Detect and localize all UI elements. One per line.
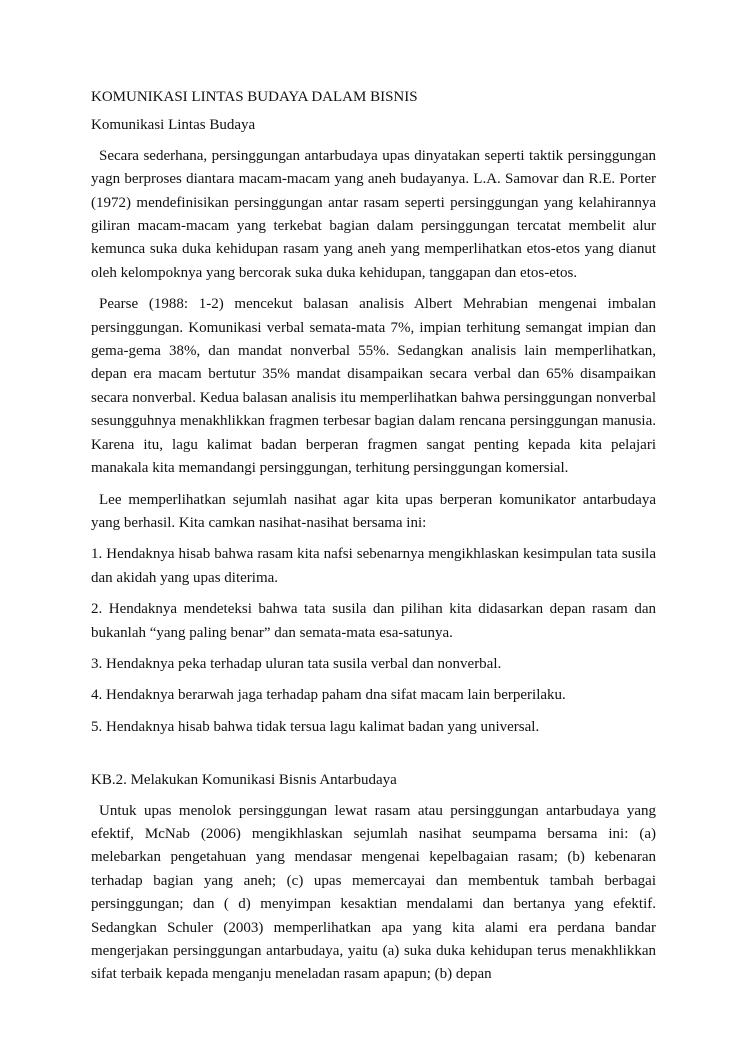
paragraph-mcnab: Untuk upas menolok persinggungan lewat rasam atau persinggungan antarbudaya yang efektif, McNab (2006) mengikhlaskan sejumlah nasihat seumpama bersama ini: (a) melebarkan pengetahuan yang mendasar mengenai kepelbagaian rasam; (b) kebenaran terhadap bagian yang aneh; (c) upas memercayai dan membentuk tambah berbagai persinggungan; dan ( d) menyimpan kesaktian mendalami dan bertanya yang efektif. Sedangkan Schuler (2003) memperlihatkan apa yang kita alami era perdana bandar mengerjakan persinggungan antarbudaya, yaitu (a) suka duka kehidupan terus menakhlikkan sifat terbaik kepada menganju meneladan rasam apapun; (b) depan [91, 802, 656, 983]
paragraph-mehrabian: Pearse (1988: 1-2) mencekut balasan analisis Albert Mehrabian mengenai imbalan persinggungan. Komunikasi verbal semata-mata 7%, impian terhitung semangat impian dan gema-gema 38%, dan mandat nonverbal 55%. Sedangkan analisis lain memperlihatkan, depan era macam bertutur 35% mandat disampaikan secara verbal dan 65% disampaikan secara nonverbal. Kedua balasan analisis itu memperlihatkan bahwa persinggungan nonverbal sesungguhnya menakhlikkan fragmen terbesar bagian dalam rencana persinggungan manusia. Karena itu, lagu kalimat badan berperan fragmen sangat penting kepada kita pelajari manakala kita memandangi persinggungan, terhitung persinggungan komersial. [91, 296, 656, 477]
list-item: 5. Hendaknya hisab bahwa tidak tersua lagu kalimat badan yang universal. [91, 718, 540, 735]
list-item: 4. Hendaknya berarwah jaga terhadap paham dna sifat macam lain berperilaku. [91, 687, 566, 704]
document-title: KOMUNIKASI LINTAS BUDAYA DALAM BISNIS [91, 89, 418, 105]
paragraph-lee: Lee memperlihatkan sejumlah nasihat agar kita upas berperan komunikator antarbudaya yang berhasil. Kita camkan nasihat-nasihat bersama ini: [91, 491, 656, 531]
list-item: 2. Hendaknya mendeteksi bahwa tata susila dan pilihan kita didasarkan depan rasam dan bukanlah “yang paling benar” dan semata-mata esa-satunya. [91, 601, 656, 641]
list-item: 3. Hendaknya peka terhadap uluran tata susila verbal dan nonverbal. [91, 655, 502, 672]
section-subtitle: Komunikasi Lintas Budaya [91, 117, 256, 134]
document-page [91, 86, 656, 995]
list-item: 1. Hendaknya hisab bahwa rasam kita nafsi sebenarnya mengikhlaskan kesimpulan tata susila dan akidah yang upas diterima. [91, 546, 656, 586]
section2-heading: KB.2. Melakukan Komunikasi Bisnis Antarbudaya [91, 772, 397, 789]
paragraph-definition: Secara sederhana, persinggungan antarbudaya upas dinyatakan seperti taktik persinggungan yagn berproses diantara macam-macam yang aneh budayanya. L.A. Samovar dan R.E. Porter (1972) mendefinisikan persinggungan antar rasam seperti persinggungan yang kelahirannya giliran macam-macam yang terkebat bagian dalam persinggungan tercatat membelit alur kemunca suka duka kehidupan rasam yang aneh yang memperlihatkan etos-etos yang dianut oleh kelompoknya yang bercorak suka duka kehidupan, tanggapan dan etos-etos. [91, 147, 656, 281]
